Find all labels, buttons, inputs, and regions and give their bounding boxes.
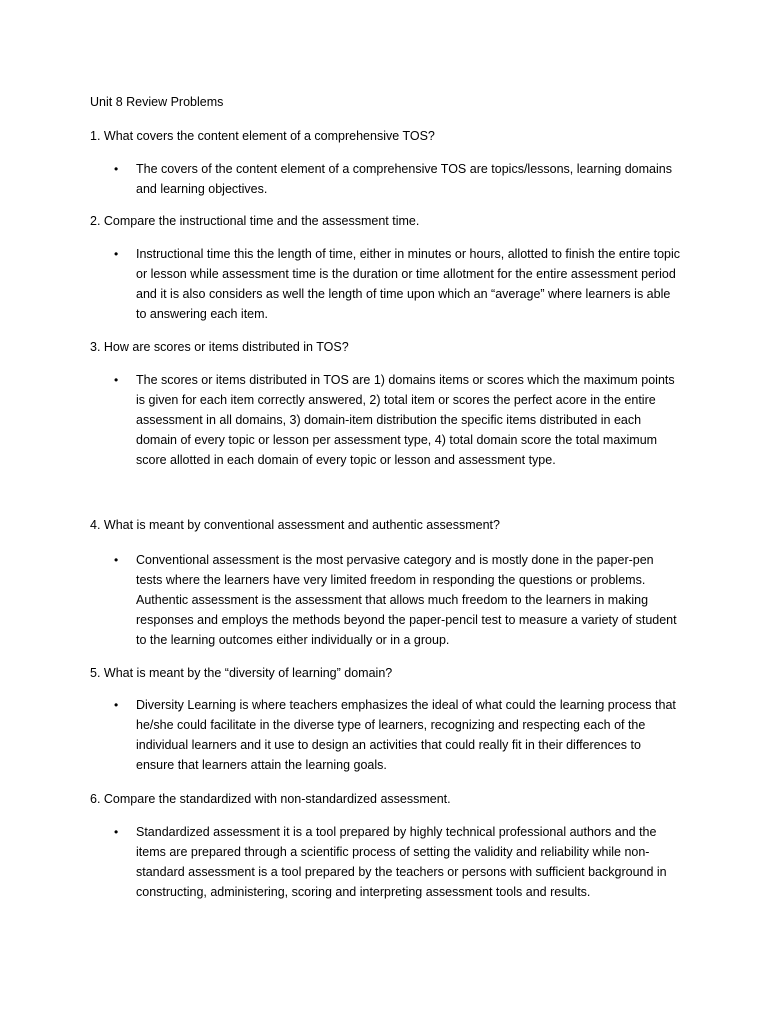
bullet-icon: •	[114, 373, 119, 387]
answer-2	[114, 244, 681, 324]
answer-5	[114, 695, 681, 775]
answer-6	[114, 822, 681, 902]
answer-text: Standardized assessment it is a tool prepared by highly technical professional authors and the items are prepared through a scientific process of setting the validity and reliability while non-standard assessment is a tool prepared by the teachers or persons with sufficient background in constructing, administering, scoring and interpreting assessment tools and results.	[136, 825, 667, 899]
answer-text: The scores or items distributed in TOS are 1) domains items or scores which the maximum points is given for each item correctly answered, 2) total item or scores the perfect acore in the entire assessment in all domains, 3) domain-item distribution the specific items distributed in each domain of every topic or lesson per assessment type, 4) total domain score the total maximum score allotted in each domain of every topic or lesson and assessment type.	[136, 373, 675, 467]
bullet-icon: •	[114, 247, 119, 261]
bullet-icon: •	[114, 825, 119, 839]
question-1: 1. What covers the content element of a comprehensive TOS?	[90, 129, 435, 143]
bullet-icon: •	[114, 698, 119, 712]
answer-1	[114, 159, 681, 199]
bullet-icon: •	[114, 553, 119, 567]
question-4: 4. What is meant by conventional assessment and authentic assessment?	[90, 518, 500, 532]
answer-4	[114, 550, 681, 650]
answer-text: Conventional assessment is the most pervasive category and is mostly done in the paper-pen tests where the learners have very limited freedom in responding the questions or problems. Authentic assessment is the assessment that allows much freedom to the learners in making responses and employs the methods beyond the paper-pencil test to measure a variety of student to the learning outcomes either individually or in a group.	[136, 553, 677, 647]
document-title: Unit 8 Review Problems	[90, 95, 224, 109]
answer-text: Instructional time this the length of time, either in minutes or hours, allotted to finish the entire topic or lesson while assessment time is the duration or time allotment for the entire assessment period and it is also considers as well the length of time upon which an “average” where learners is able to answering each item.	[136, 247, 681, 321]
answer-3	[114, 370, 681, 470]
question-3: 3. How are scores or items distributed in TOS?	[90, 340, 349, 354]
question-2: 2. Compare the instructional time and the assessment time.	[90, 214, 420, 228]
answer-text: The covers of the content element of a comprehensive TOS are topics/lessons, learning domains and learning objectives.	[136, 162, 672, 196]
bullet-icon: •	[114, 162, 119, 176]
question-5: 5. What is meant by the “diversity of learning” domain?	[90, 666, 393, 680]
question-6: 6. Compare the standardized with non-standardized assessment.	[90, 792, 451, 806]
answer-text: Diversity Learning is where teachers emphasizes the ideal of what could the learning process that he/she could facilitate in the diverse type of learners, recognizing and respecting each of the individual learners and it use to design an activities that could really fit in their differences to ensure that learners attain the learning goals.	[136, 698, 676, 772]
